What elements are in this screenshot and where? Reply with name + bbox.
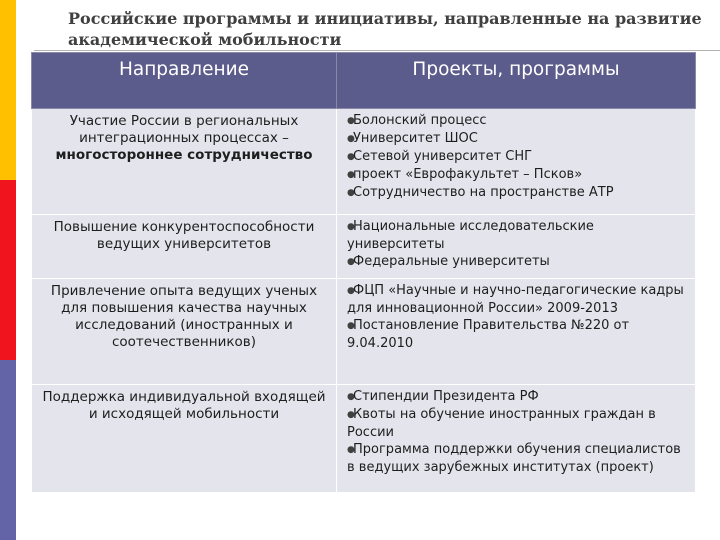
- project-text: Квоты на обучение иностранных граждан в России: [347, 407, 656, 440]
- bullet-dot-icon: ●: [347, 170, 355, 180]
- project-text: Сотрудничество на пространстве АТР: [353, 185, 614, 200]
- project-text: ФЦП «Научные и научно-педагогические кадры для инновационной России» 2009-2013: [347, 283, 684, 316]
- bullet-dot-icon: ●: [347, 321, 355, 331]
- table-row: [32, 109, 696, 215]
- direction-bold-text: многостороннее сотрудничество: [55, 147, 313, 163]
- list-item: [347, 388, 689, 406]
- bullet-dot-icon: ●: [347, 410, 355, 420]
- left-accent-yellow: [0, 0, 16, 180]
- list-item: [347, 282, 689, 317]
- list-item: [347, 184, 689, 202]
- list-item: [347, 441, 689, 476]
- bullet-dot-icon: ●: [347, 445, 355, 455]
- title-divider: [34, 50, 720, 51]
- list-item: [347, 253, 689, 271]
- projects-cell: [337, 385, 696, 493]
- direction-cell: [32, 279, 337, 385]
- header-projects: Проекты, программы: [337, 53, 696, 109]
- title-line-1: Российские программы и инициативы, направленные на развитие: [68, 9, 702, 28]
- bullet-dot-icon: ●: [347, 188, 355, 198]
- programs-table: [31, 52, 696, 493]
- table-row: [32, 279, 696, 385]
- project-text: Программа поддержки обучения специалистов в ведущих зарубежных институтах (проект): [347, 442, 681, 475]
- table-header-row: [32, 53, 696, 109]
- direction-cell: [32, 215, 337, 279]
- direction-text: Привлечение опыта ведущих ученых для повышения качества научных исследований (иностранных и соотечественников): [50, 283, 318, 350]
- project-text: Университет ШОС: [353, 131, 478, 146]
- direction-text: Поддержка индивидуальной входящей и исходящей мобильности: [42, 389, 326, 422]
- projects-cell: [337, 215, 696, 279]
- table-row: [32, 385, 696, 493]
- title-line-2: академической мобильности: [68, 30, 342, 49]
- project-text: Постановление Правительства №220 от 9.04.2010: [347, 318, 630, 351]
- projects-cell: [337, 279, 696, 385]
- bullet-dot-icon: ●: [347, 392, 355, 402]
- projects-list: [347, 112, 689, 202]
- projects-list: [347, 282, 689, 352]
- bullet-dot-icon: ●: [347, 134, 355, 144]
- project-text: Сетевой университет СНГ: [353, 149, 533, 164]
- project-text: Национальные исследовательские университеты: [347, 219, 594, 252]
- projects-list: [347, 388, 689, 476]
- list-item: [347, 317, 689, 352]
- page-title: [68, 8, 708, 50]
- direction-text: Участие России в региональных интеграционных процессах –: [69, 113, 299, 146]
- projects-list: [347, 218, 689, 271]
- list-item: [347, 148, 689, 166]
- list-item: [347, 130, 689, 148]
- list-item: [347, 218, 689, 253]
- direction-cell: [32, 109, 337, 215]
- table-row: [32, 215, 696, 279]
- project-text: Стипендии Президента РФ: [353, 389, 539, 404]
- bullet-dot-icon: ●: [347, 257, 355, 267]
- direction-text: Повышение конкурентоспособности ведущих университетов: [53, 219, 315, 252]
- project-text: Болонский процесс: [353, 113, 487, 128]
- bullet-dot-icon: ●: [347, 222, 355, 232]
- list-item: [347, 112, 689, 130]
- header-direction: Направление: [32, 53, 337, 109]
- project-text: проект «Еврофакультет – Псков»: [353, 167, 583, 182]
- bullet-dot-icon: ●: [347, 116, 355, 126]
- list-item: [347, 406, 689, 441]
- left-accent-red: [0, 180, 16, 360]
- project-text: Федеральные университеты: [353, 254, 550, 269]
- bullet-dot-icon: ●: [347, 286, 355, 296]
- projects-cell: [337, 109, 696, 215]
- list-item: [347, 166, 689, 184]
- direction-cell: [32, 385, 337, 493]
- bullet-dot-icon: ●: [347, 152, 355, 162]
